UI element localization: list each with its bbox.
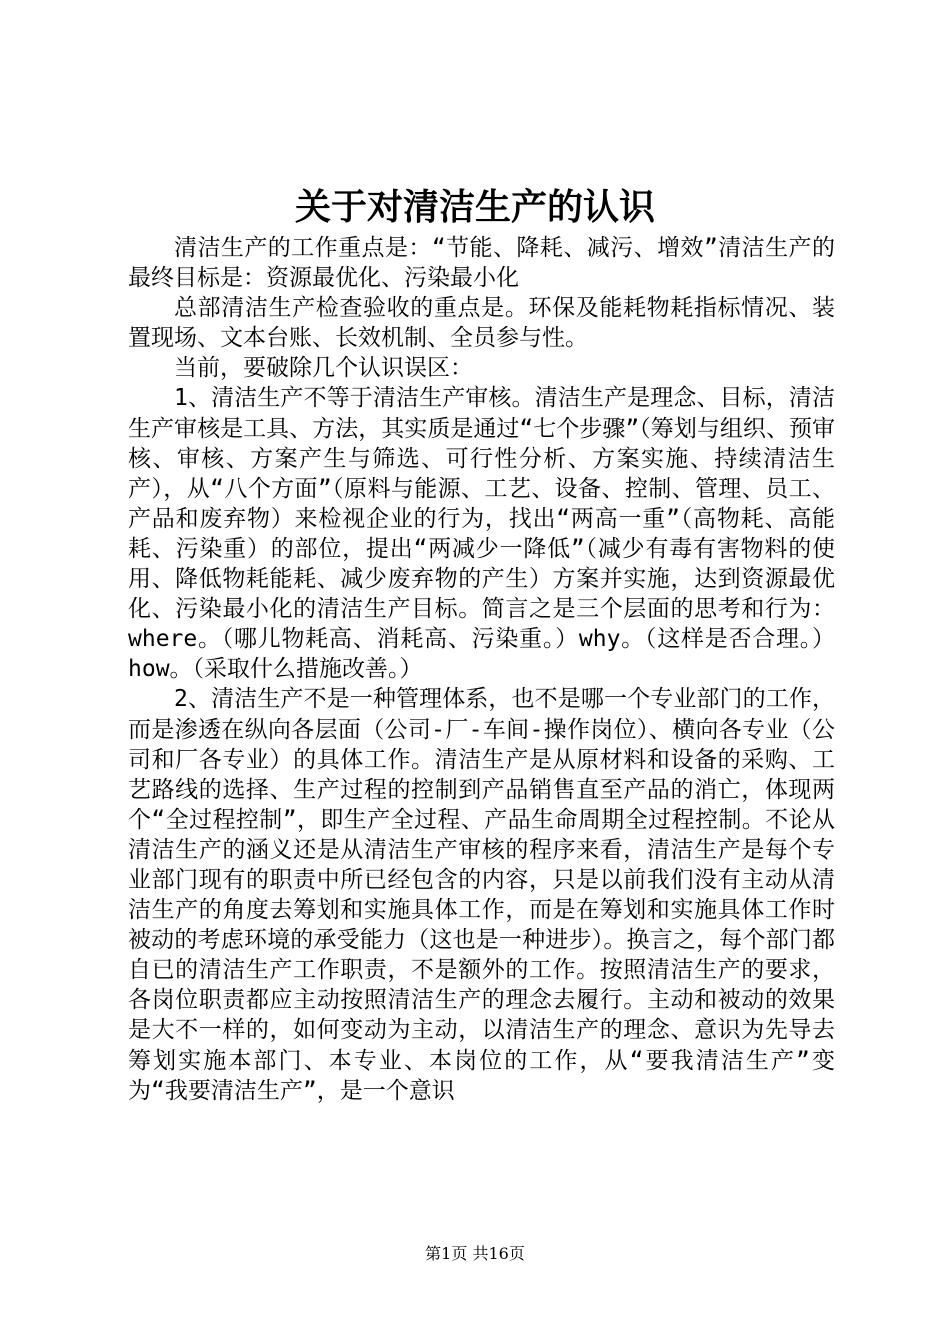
paragraph-misconceptions-intro: 当前，要破除几个认识误区： — [174, 355, 473, 382]
paragraph-work-focus: 清洁生产的工作重点是：“节能、降耗、减污、增效”清洁生产的最终目标是：资源最优化、污染最小化 — [128, 235, 835, 292]
paragraph-inspection-focus: 总部清洁生产检查验收的重点是。环保及能耗物耗指标情况、装置现场、文本台账、长效机制、全员参与性。 — [128, 295, 835, 352]
page-footer — [0, 1242, 950, 1266]
page-number: 第1页 — [425, 1244, 468, 1263]
page-title: 关于对清洁生产的认识 — [294, 186, 655, 228]
document-body — [128, 233, 835, 1106]
paragraph-point-1: 1、清洁生产不等于清洁生产审核。清洁生产是理念、目标，清洁生产审核是工具、方法，其实质是通过“七个步骤”（筹划与组织、预审核、审核、方案产生与筛选、可行性分析、方案实施、持续清洁生产），从“八个方面”（原料与能源、工艺、设备、控制、管理、员工、产品和废弃物）来检视企业的行为，找出“两高一重”（高物耗、高能耗、污染重）的部位，提出“两减少一降低”（减少有毒有害物料的使用、降低物耗能耗、减少废弃物的产生）方案并实施，达到资源最优化、污染最小化的清洁生产目标。简言之是三个层面的思考和行为：where。（哪儿物耗高、消耗高、污染重。）why。（这样是否合理。）how。（采取什么措施改善。） — [128, 385, 835, 683]
paragraph-point-2: 2、清洁生产不是一种管理体系，也不是哪一个专业部门的工作，而是渗透在纵向各层面（公司-厂-车间-操作岗位）、横向各专业（公司和厂各专业）的具体工作。清洁生产是从原材料和设备的采购、工艺路线的选择、生产过程的控制到产品销售直至产品的消亡，体现两个“全过程控制”，即生产全过程、产品生命周期全过程控制。不论从清洁生产的涵义还是从清洁生产审核的程序来看，清洁生产是每个专业部门现有的职责中所已经包含的内容，只是以前我们没有主动从清洁生产的角度去筹划和实施具体工作，而是在筹划和实施具体工作时被动的考虑环境的承受能力（这也是一种进步）。换言之，每个部门都自已的清洁生产工作职责，不是额外的工作。按照清洁生产的要求，各岗位职责都应主动按照清洁生产的理念去履行。主动和被动的效果是大不一样的，如何变动为主动，以清洁生产的理念、意识为先导去筹划实施本部门、本专业、本岗位的工作，从“要我清洁生产”变为“我要清洁生产”，是一个意识 — [128, 686, 835, 1104]
page-total: 共16页 — [472, 1244, 525, 1263]
